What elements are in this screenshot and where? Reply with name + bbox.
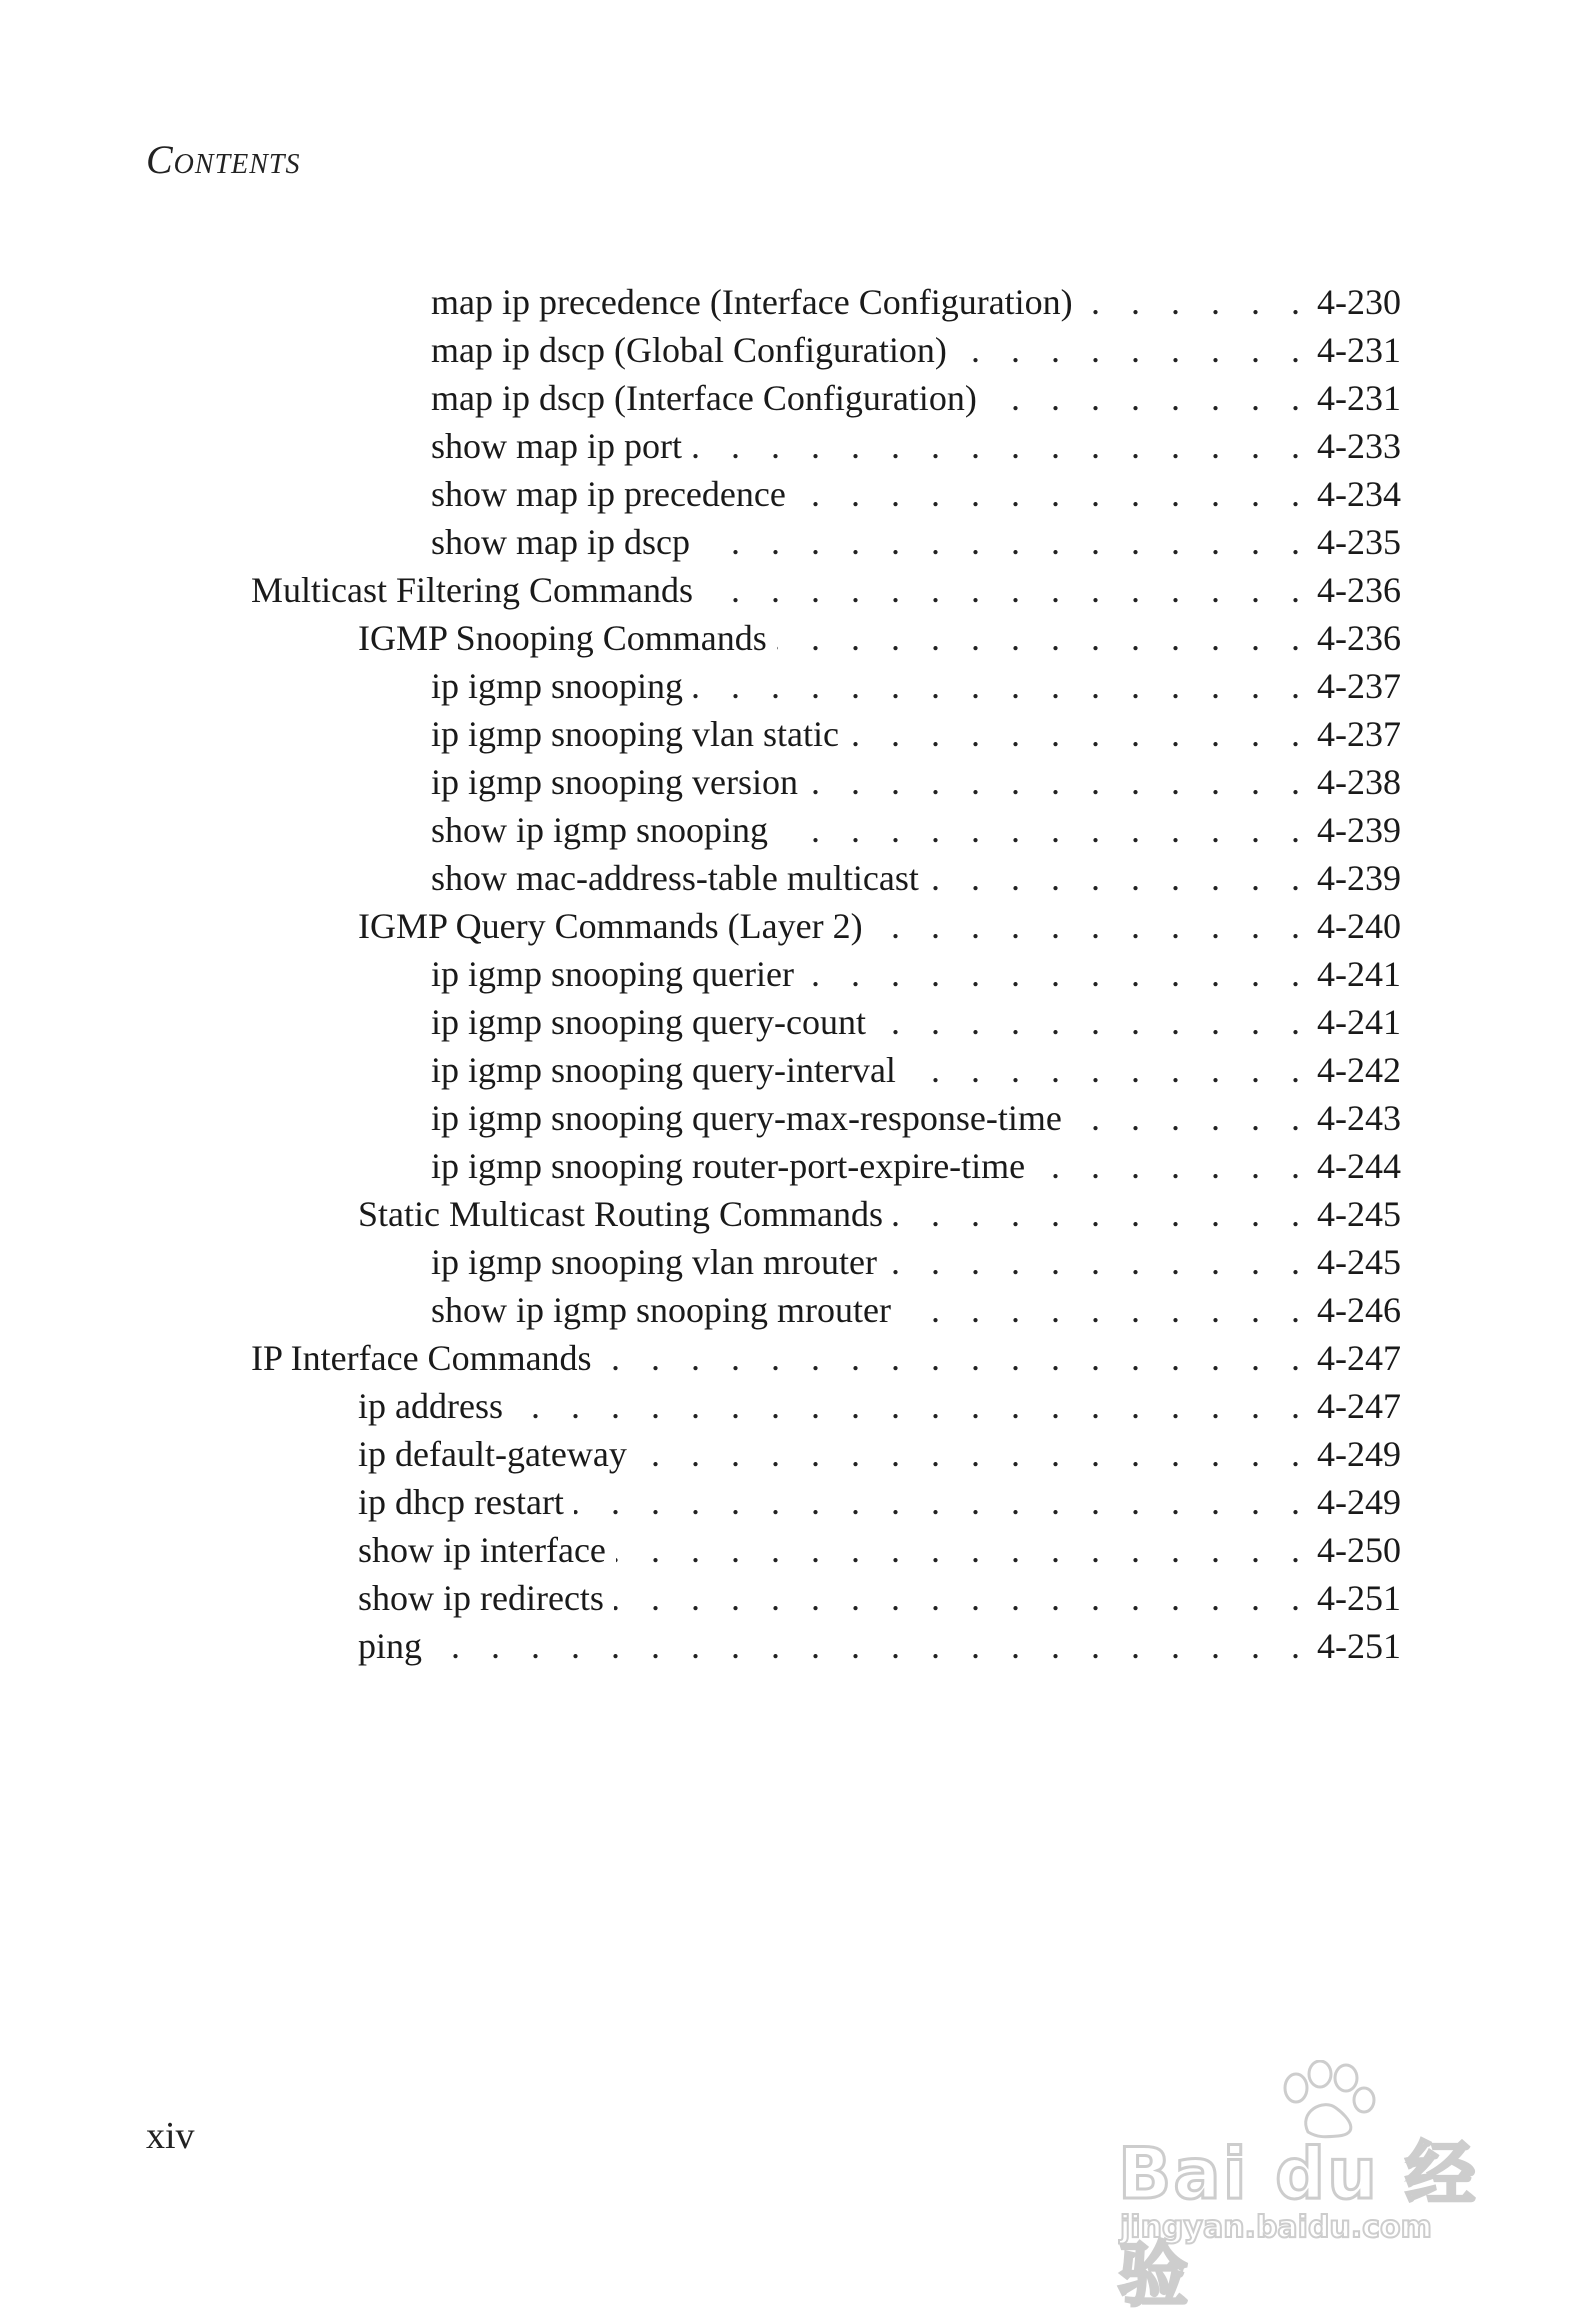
toc-entry-page: 4-242 — [1317, 1050, 1401, 1090]
toc-entry — [431, 1094, 1401, 1142]
toc-entry-title: ip igmp snooping version — [431, 762, 798, 802]
toc-entry-page: 4-230 — [1317, 282, 1401, 322]
toc-entry-page: 4-245 — [1317, 1194, 1401, 1234]
toc-leader-dots — [432, 1622, 1311, 1670]
toc-entry-title: map ip dscp (Interface Configuration) — [431, 378, 977, 418]
toc-leader-dots — [703, 566, 1311, 614]
toc-leader-dots — [574, 1478, 1311, 1526]
toc-leader-dots — [808, 758, 1311, 806]
toc-leader-dots — [893, 1190, 1311, 1238]
toc-entry — [431, 422, 1401, 470]
toc-entry-title: IP Interface Commands — [251, 1338, 592, 1378]
toc-entry — [431, 326, 1401, 374]
toc-entry-title: ip igmp snooping vlan static — [431, 714, 839, 754]
toc-entry-title: show map ip dscp — [431, 522, 690, 562]
toc-leader-dots — [796, 470, 1311, 518]
toc-entry-page: 4-249 — [1317, 1482, 1401, 1522]
toc-entry — [358, 902, 1401, 950]
toc-leader-dots — [637, 1430, 1311, 1478]
toc-entry-title: Multicast Filtering Commands — [251, 570, 693, 610]
toc-entry — [358, 1574, 1401, 1622]
toc-entry-page: 4-238 — [1317, 762, 1401, 802]
watermark-url: jingyan.baidu.com — [1120, 2210, 1432, 2245]
toc-entry-page: 4-237 — [1317, 714, 1401, 754]
toc-entry-title: Static Multicast Routing Commands — [358, 1194, 883, 1234]
toc-entry — [358, 1622, 1401, 1670]
toc-leader-dots — [906, 1046, 1311, 1094]
toc-entry — [431, 278, 1401, 326]
toc-entry-title: IGMP Query Commands (Layer 2) — [358, 906, 863, 946]
toc-entry-title: show map ip port — [431, 426, 682, 466]
toc-entry-title: ip default-gateway — [358, 1434, 627, 1474]
toc-entry-title: ping — [358, 1626, 423, 1666]
toc-leader-dots — [873, 902, 1311, 950]
toc-entry-page: 4-250 — [1317, 1530, 1401, 1570]
toc-entry-page: 4-249 — [1317, 1434, 1401, 1474]
toc-entry-title: ip igmp snooping router-port-expire-time — [431, 1146, 1026, 1186]
toc-entry — [431, 1238, 1401, 1286]
toc-leader-dots — [693, 662, 1311, 710]
toc-entry — [358, 1190, 1401, 1238]
toc-entry — [251, 566, 1401, 614]
toc-leader-dots — [929, 854, 1311, 902]
toc-entry-title: map ip dscp (Global Configuration) — [431, 330, 947, 370]
toc-leader-dots — [849, 710, 1311, 758]
toc-entry — [358, 1478, 1401, 1526]
toc-entry — [358, 614, 1401, 662]
toc-entry-page: 4-231 — [1317, 330, 1401, 370]
toc-entry-title: show ip igmp snooping — [431, 810, 769, 850]
toc-leader-dots — [1035, 1142, 1311, 1190]
toc-leader-dots — [614, 1574, 1311, 1622]
toc-entry — [431, 854, 1401, 902]
toc-leader-dots — [692, 422, 1311, 470]
toc-leader-dots — [1083, 278, 1311, 326]
toc-entry-page: 4-241 — [1317, 954, 1401, 994]
toc-entry — [431, 998, 1401, 1046]
toc-entry-page: 4-233 — [1317, 426, 1401, 466]
toc-entry-title: ip address — [358, 1386, 503, 1426]
toc-entry-title: map ip precedence (Interface Configuration) — [431, 282, 1073, 322]
toc-entry-page: 4-251 — [1317, 1578, 1401, 1618]
toc-entry — [431, 950, 1401, 998]
toc-leader-dots — [700, 518, 1311, 566]
toc-leader-dots — [876, 998, 1311, 1046]
toc-entry — [251, 1334, 1401, 1382]
toc-entry-page: 4-247 — [1317, 1386, 1401, 1426]
toc-entry-title: ip igmp snooping query-interval — [431, 1050, 896, 1090]
toc-entry — [358, 1430, 1401, 1478]
toc-entry — [431, 1046, 1401, 1094]
watermark-logo: Bai du 经验 — [1118, 2133, 1478, 2316]
toc-leader-dots — [1072, 1094, 1311, 1142]
toc-entry — [358, 1526, 1401, 1574]
toc-leader-dots — [901, 1286, 1311, 1334]
toc-entry-page: 4-236 — [1317, 618, 1401, 658]
toc-entry-title: ip igmp snooping vlan mrouter — [431, 1242, 877, 1282]
page-number: xiv — [146, 2115, 195, 2157]
toc-leader-dots — [513, 1382, 1311, 1430]
toc-entry-page: 4-245 — [1317, 1242, 1401, 1282]
toc-entry-page: 4-236 — [1317, 570, 1401, 610]
toc-entry-page: 4-234 — [1317, 474, 1401, 514]
toc-entry-page: 4-244 — [1317, 1146, 1401, 1186]
toc-entry — [431, 374, 1401, 422]
toc-entry-page: 4-246 — [1317, 1290, 1401, 1330]
toc-leader-dots — [957, 326, 1311, 374]
toc-entry-title: show ip interface — [358, 1530, 606, 1570]
toc-entry — [431, 710, 1401, 758]
toc-entry-title: show mac-address-table multicast — [431, 858, 919, 898]
toc-entry-title: ip igmp snooping querier — [431, 954, 794, 994]
toc-leader-dots — [804, 950, 1311, 998]
toc-entry-page: 4-240 — [1317, 906, 1401, 946]
toc-leader-dots — [887, 1238, 1311, 1286]
toc-entry-title: IGMP Snooping Commands — [358, 618, 767, 658]
toc-leader-dots — [616, 1526, 1311, 1574]
watermark — [1118, 2060, 1498, 2316]
toc-entry-title: show ip redirects — [358, 1578, 604, 1618]
toc-entry-title: show map ip precedence — [431, 474, 786, 514]
toc-entry-page: 4-235 — [1317, 522, 1401, 562]
toc-entry-title: show ip igmp snooping mrouter — [431, 1290, 891, 1330]
toc-entry-title: ip dhcp restart — [358, 1482, 564, 1522]
toc-entry — [431, 1142, 1401, 1190]
toc-entry-page: 4-231 — [1317, 378, 1401, 418]
toc-entry — [431, 758, 1401, 806]
running-head: Contents — [146, 137, 301, 182]
toc-leader-dots — [602, 1334, 1311, 1382]
toc-entry — [431, 470, 1401, 518]
toc-entry-page: 4-247 — [1317, 1338, 1401, 1378]
toc-entry-page: 4-251 — [1317, 1626, 1401, 1666]
toc-entry-page: 4-239 — [1317, 810, 1401, 850]
toc-leader-dots — [987, 374, 1311, 422]
toc-entry-page: 4-243 — [1317, 1098, 1401, 1138]
toc-entry — [431, 518, 1401, 566]
toc-entry-page: 4-237 — [1317, 666, 1401, 706]
toc-entry-title: ip igmp snooping query-count — [431, 1002, 866, 1042]
toc-entry-title: ip igmp snooping — [431, 666, 684, 706]
toc-leader-dots — [778, 806, 1311, 854]
toc-entry-page: 4-241 — [1317, 1002, 1401, 1042]
toc-entry — [358, 1382, 1401, 1430]
toc-entry-title: ip igmp snooping query-max-response-time — [431, 1098, 1062, 1138]
toc-entry — [431, 806, 1401, 854]
toc-leader-dots — [777, 614, 1311, 662]
toc-entry-page: 4-239 — [1317, 858, 1401, 898]
toc-entry — [431, 662, 1401, 710]
toc-entry — [431, 1286, 1401, 1334]
